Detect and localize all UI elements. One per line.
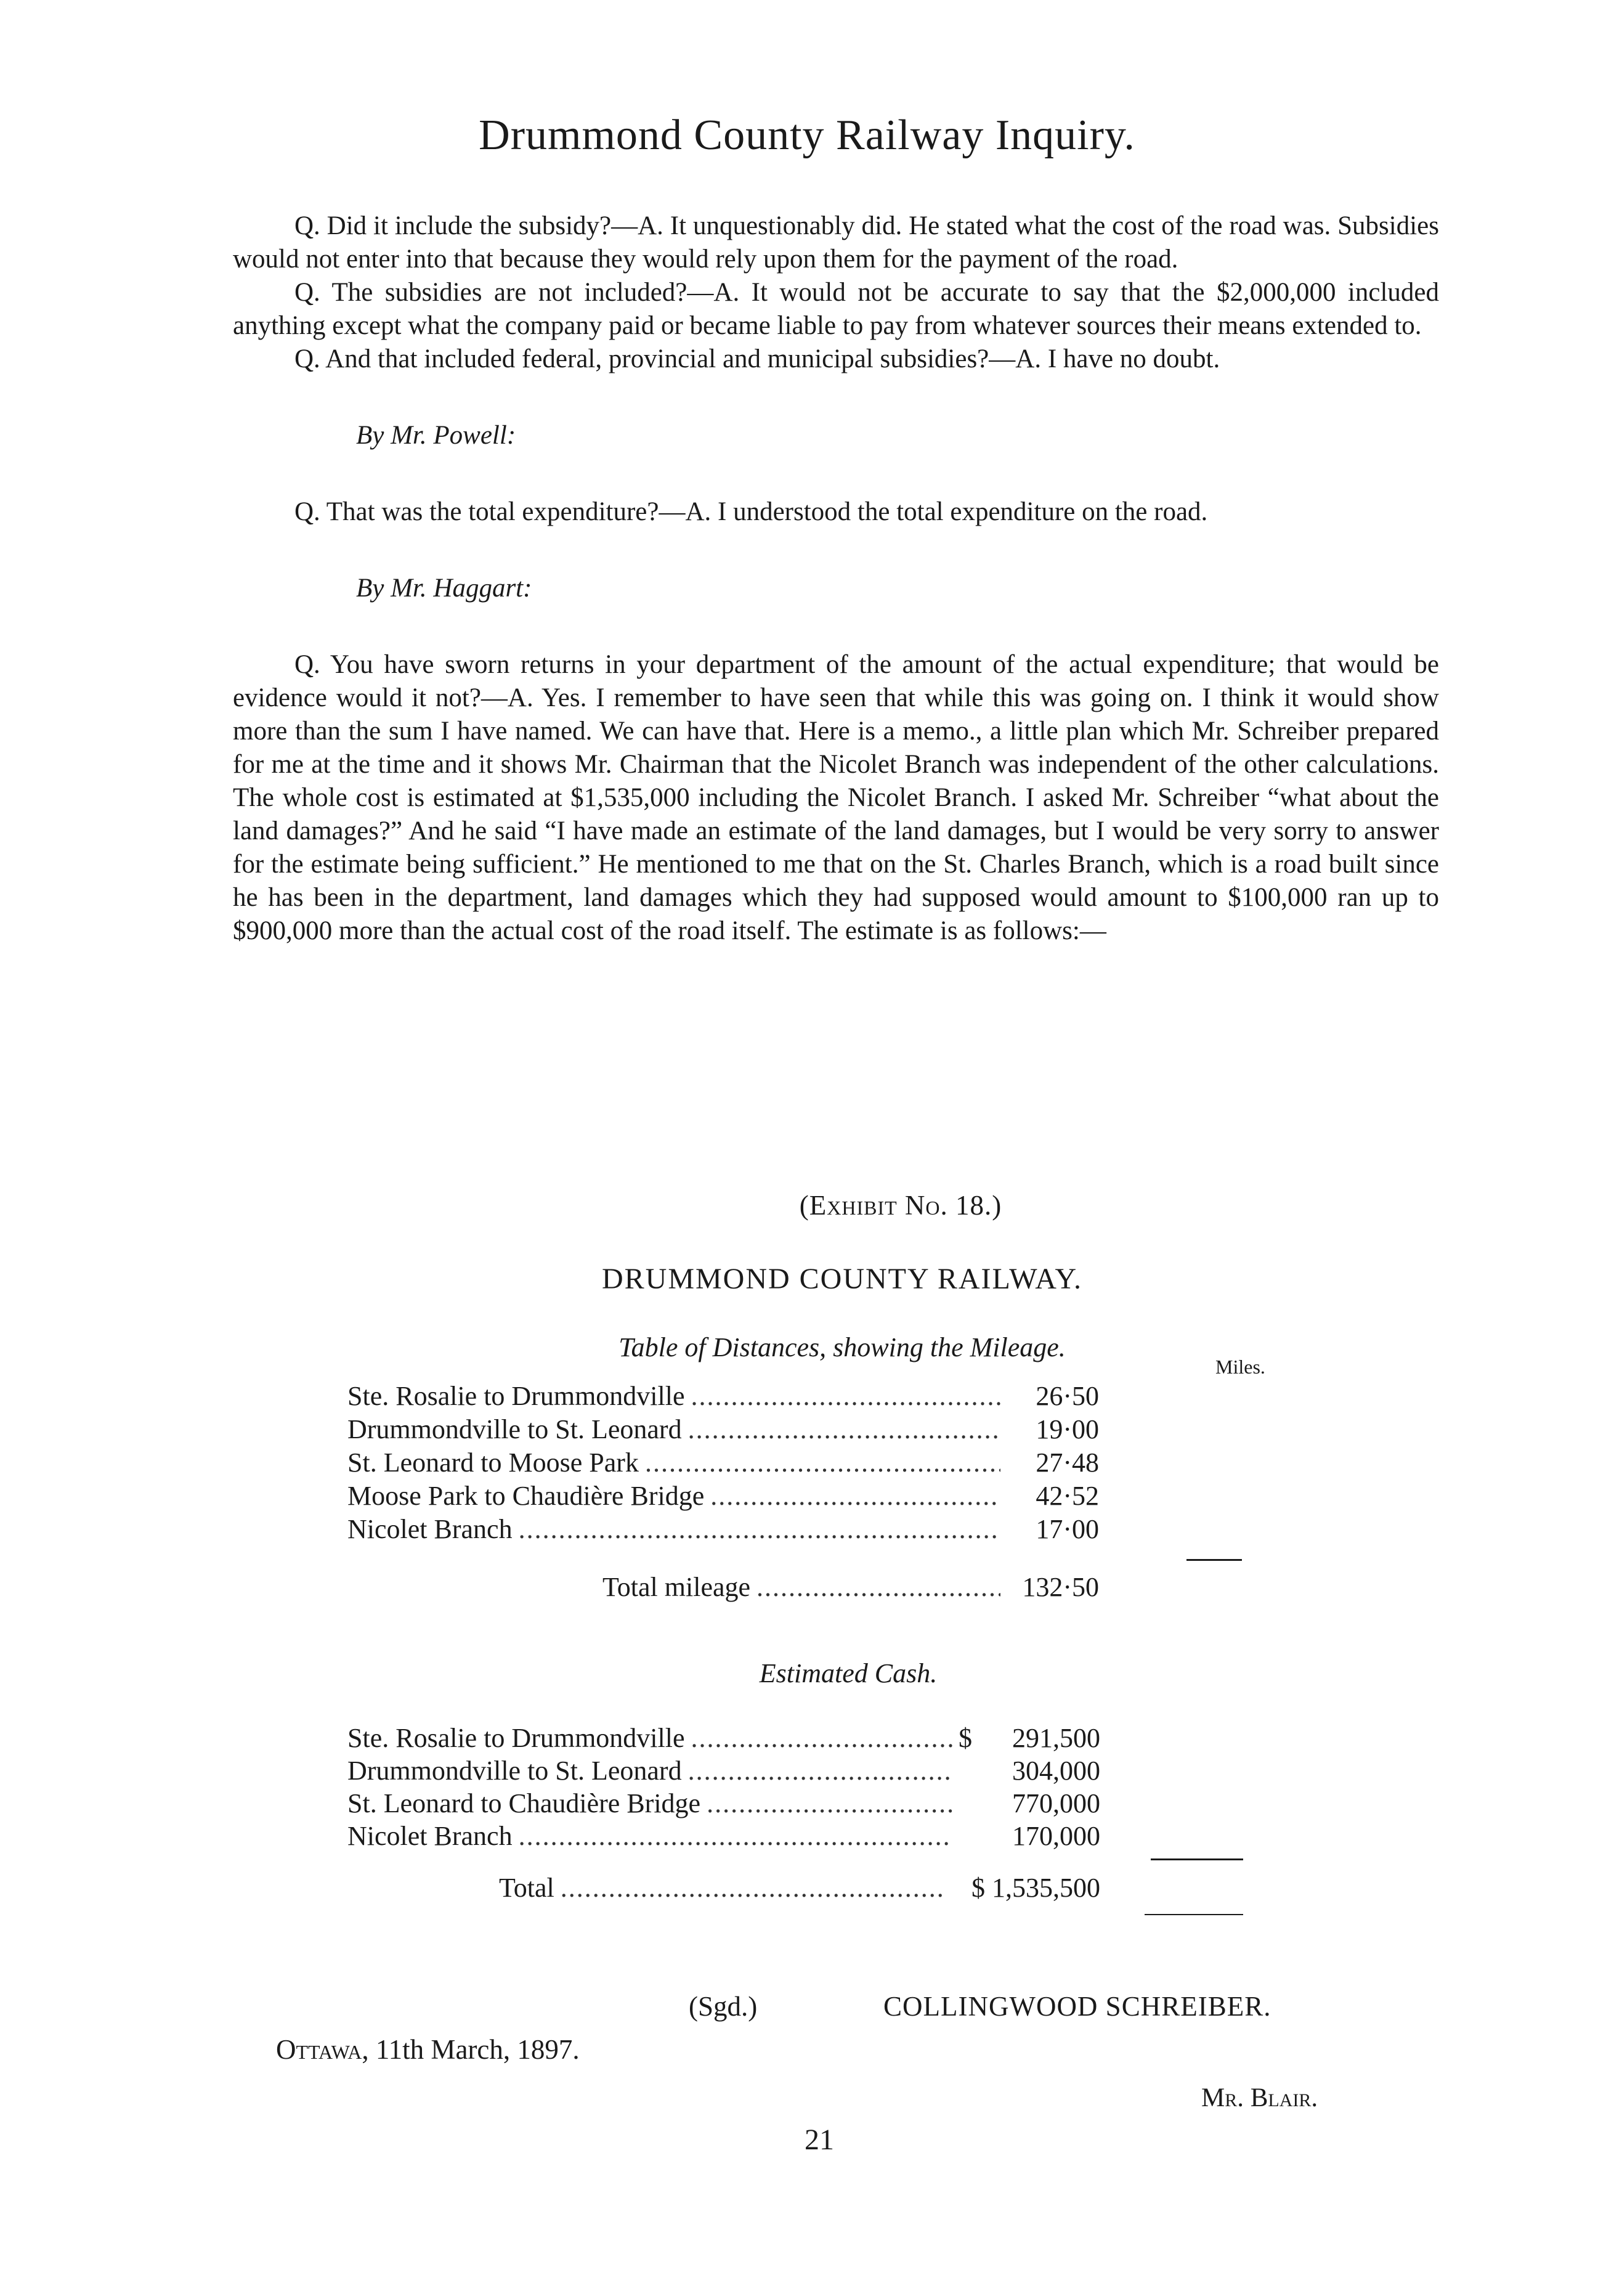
mileage-value: 27·48 <box>1036 1447 1099 1478</box>
leader-dots <box>688 1414 1000 1445</box>
sum-rule <box>1151 1858 1243 1860</box>
paragraph: Q. That was the total expenditure?—A. I understood the total expenditure on the road. <box>294 497 1208 526</box>
cash-total-row <box>499 1872 1100 1903</box>
mileage-value: 42·52 <box>1036 1481 1099 1511</box>
segment-label: Ste. Rosalie to Drummondville <box>347 1381 685 1411</box>
mileage-row <box>347 1513 1099 1547</box>
leader-dots <box>756 1571 1000 1603</box>
cash-row <box>347 1722 1100 1755</box>
leader-dots <box>691 1722 952 1754</box>
cash-row <box>347 1755 1100 1788</box>
cash-row <box>347 1788 1100 1820</box>
segment-label: St. Leonard to Moose Park <box>347 1447 639 1478</box>
segment-label: Drummondville to St. Leonard <box>347 1414 682 1444</box>
railway-title: DRUMMOND COUNTY RAILWAY. <box>601 1263 1083 1295</box>
mileage-row <box>347 1380 1099 1414</box>
dateline <box>276 2033 580 2066</box>
cash-value: 291,500 <box>1012 1723 1100 1753</box>
cash-table <box>347 1722 1100 1853</box>
examiner-heading: By Mr. Powell: <box>356 421 516 450</box>
cash-total-value: $ 1,535,500 <box>971 1873 1100 1903</box>
total-mileage-label: Total mileage <box>602 1572 751 1602</box>
exhibit-block <box>233 1189 1439 1903</box>
cash-row <box>347 1820 1100 1853</box>
cash-total-label: Total <box>499 1873 554 1903</box>
leader-dots <box>691 1380 1000 1412</box>
leader-dots <box>688 1755 952 1786</box>
mileage-value: 26·50 <box>1036 1381 1099 1411</box>
segment-label: Moose Park to Chaudière Bridge <box>347 1481 705 1511</box>
cash-value: 304,000 <box>1012 1756 1100 1786</box>
signatory-name: COLLINGWOOD SCHREIBER. <box>883 1991 1271 2022</box>
cash-value: 770,000 <box>1012 1788 1100 1818</box>
place: Ottawa, <box>276 2034 369 2065</box>
sum-rule <box>1186 1559 1242 1561</box>
mileage-row <box>347 1414 1099 1447</box>
recipient: Mr. Blair. <box>1201 2083 1318 2112</box>
paragraph: Q. The subsidies are not included?—A. It would not be accurate to say that the $2,000,000 included anything except what the company paid or became liable to pay from whatever sources their means extended to. <box>233 278 1439 340</box>
mileage-value: 17·00 <box>1036 1514 1099 1544</box>
miles-column-header: Miles. <box>1215 1356 1265 1378</box>
paragraph: Q. You have sworn returns in your department of the amount of the actual expenditure; that would be evidence would it not?—A. Yes. I remember to have seen that while this was going on. I think it would show more than the sum I have named. We can have that. Here is a memo., a little plan which Mr. Schreiber prepared for me at the time and it shows Mr. Chairman that the Nicolet Branch was independent of the other calculations. The whole cost is estimated at $1,535,000 including the Nicolet Branch. I asked Mr. Schreiber “what about the land damages?” And he said “I have made an estimate of the land damages, but I would be very sorry to answer for the estimate being sufficient.” He mentioned to me that on the St. Charles Branch, which is a road built since he has been in the department, land damages which they had supposed would amount to $100,000 ran up to $900,000 more than the actual cost of the road itself. The estimate is as follows:— <box>233 650 1439 945</box>
currency-symbol: $ <box>959 1723 972 1753</box>
segment-label: Nicolet Branch <box>347 1514 513 1544</box>
total-mileage-row <box>602 1571 1099 1603</box>
segment-label: Nicolet Branch <box>347 1821 513 1851</box>
paragraph: Q. Did it include the subsidy?—A. It unquestionably did. He stated what the cost of the road was. Subsidies would not enter into that because they would rely upon them for the payment of the road. <box>233 211 1439 274</box>
page-number: 21 <box>805 2123 834 2156</box>
mileage-table <box>347 1380 1099 1547</box>
exhibit-label: (Exhibit No. 18.) <box>799 1190 1002 1221</box>
mileage-row <box>347 1447 1099 1480</box>
mileage-row <box>347 1480 1099 1513</box>
cash-value: 170,000 <box>1012 1821 1100 1851</box>
cash-title: Estimated Cash. <box>759 1658 938 1688</box>
mileage-value: 19·00 <box>1036 1414 1099 1444</box>
leader-dots <box>710 1480 1000 1512</box>
leader-dots <box>519 1820 952 1852</box>
leader-dots <box>519 1513 1000 1545</box>
segment-label: St. Leonard to Chaudière Bridge <box>347 1788 701 1818</box>
double-rule <box>1145 1914 1243 1915</box>
signed-marker: (Sgd.) <box>689 1991 758 2022</box>
leader-dots <box>707 1788 952 1819</box>
segment-label: Ste. Rosalie to Drummondville <box>347 1723 685 1753</box>
examiner-heading: By Mr. Haggart: <box>356 574 532 603</box>
running-header: Drummond County Railway Inquiry. <box>479 112 1135 159</box>
leader-dots <box>645 1447 1000 1478</box>
testimony-body <box>233 210 1439 948</box>
table-title: Table of Distances, showing the Mileage. <box>618 1332 1066 1362</box>
paragraph: Q. And that included federal, provincial and municipal subsidies?—A. I have no doubt. <box>294 344 1220 373</box>
segment-label: Drummondville to St. Leonard <box>347 1756 682 1786</box>
total-mileage-value: 132·50 <box>1022 1572 1099 1602</box>
leader-dots <box>561 1872 946 1903</box>
date: 11th March, 1897. <box>375 2034 580 2065</box>
